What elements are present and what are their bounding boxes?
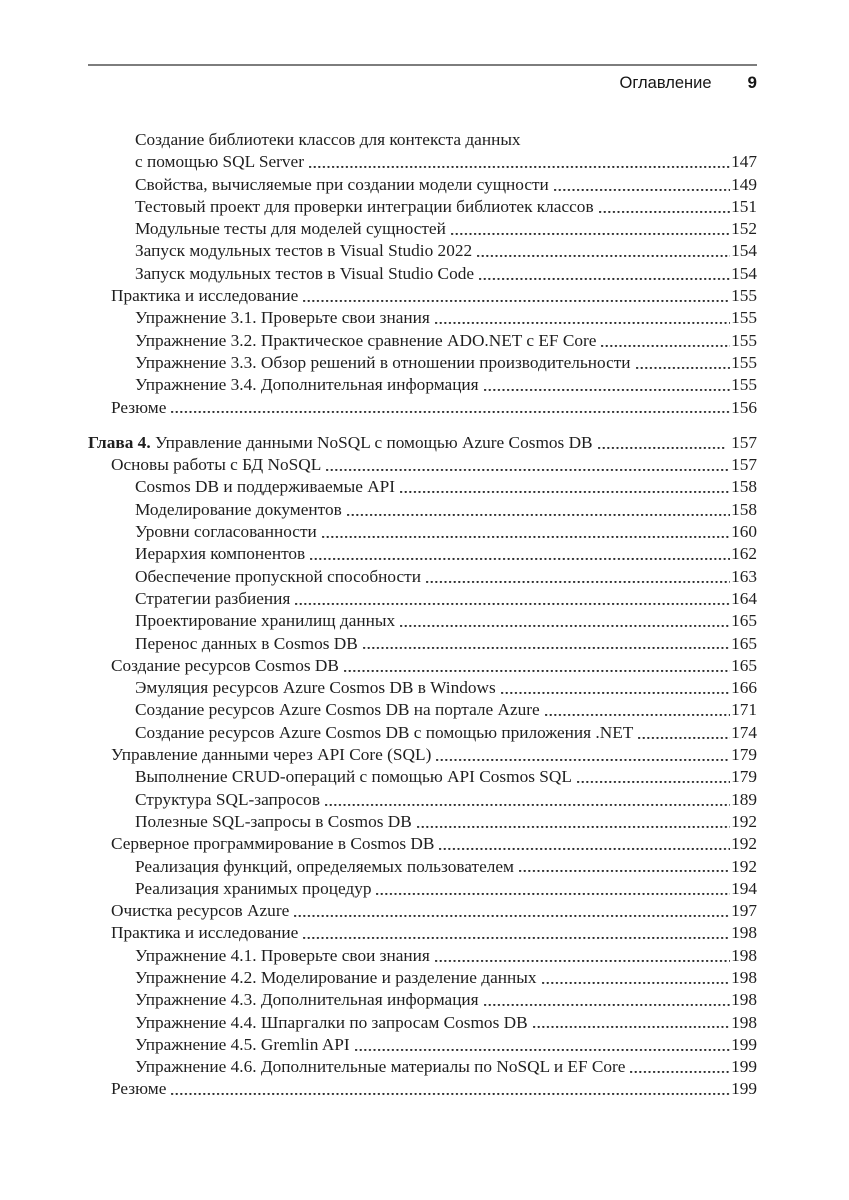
entry-page-number: 151 <box>731 196 757 216</box>
entry-title: Запуск модульных тестов в Visual Studio 2022 <box>135 241 473 261</box>
dot-leader <box>540 967 731 989</box>
entry-page-number: 192 <box>731 811 757 831</box>
entry-title: Практика и исследование <box>111 286 299 306</box>
entry-title: Глава 4. Управление данными NoSQL с помощью Azure Cosmos DB <box>88 432 593 452</box>
entry-page-number: 147 <box>731 152 757 172</box>
entry-title: Резюме <box>111 397 167 417</box>
entry-title: Перенос данных в Cosmos DB <box>135 633 358 653</box>
entry-page-number: 165 <box>731 611 757 631</box>
entry-page-number: 156 <box>731 397 757 417</box>
entry-title: Серверное программирование в Cosmos DB <box>111 834 435 854</box>
dot-leader <box>301 922 730 944</box>
entry-title: Создание ресурсов Cosmos DB <box>111 655 339 675</box>
entry-page-number: 157 <box>731 432 757 452</box>
entry-title: Запуск модульных тестов в Visual Studio Code <box>135 263 475 283</box>
entry-page-number: 155 <box>731 352 757 372</box>
entry-page-number: 155 <box>731 308 757 328</box>
entry-page-number: 198 <box>731 990 757 1010</box>
toc-entry <box>88 374 757 396</box>
dot-leader <box>308 543 730 565</box>
entry-page-number: 189 <box>731 789 757 809</box>
toc-entry <box>88 789 757 811</box>
entry-page-number: 154 <box>731 241 757 261</box>
entry-page-number: 155 <box>731 375 757 395</box>
toc-entry <box>88 240 757 262</box>
dot-leader <box>477 263 730 285</box>
header-page-number: 9 <box>747 73 757 92</box>
dot-leader <box>482 989 730 1011</box>
entry-page-number: 179 <box>731 745 757 765</box>
header-title: Оглавление <box>619 74 712 92</box>
toc-entry <box>88 174 757 196</box>
entry-page-number: 166 <box>731 678 757 698</box>
entry-page-number: 165 <box>731 633 757 653</box>
entry-title: Упражнение 4.1. Проверьте свои знания <box>135 945 430 965</box>
entry-title: Свойства, вычисляемые при создании модели сущности <box>135 174 549 194</box>
entry-page-number: 154 <box>731 263 757 283</box>
toc-entry <box>88 655 757 677</box>
dot-leader <box>361 633 730 655</box>
toc-entry <box>88 744 757 766</box>
entry-page-number: 192 <box>731 834 757 854</box>
toc-entry <box>88 677 757 699</box>
entry-page-number: 197 <box>731 901 757 921</box>
toc-entry <box>88 878 757 900</box>
entry-title: Создание ресурсов Azure Cosmos DB на портале Azure <box>135 700 540 720</box>
toc-entry <box>88 1078 757 1100</box>
toc-entry <box>88 285 757 307</box>
toc-entry <box>88 900 757 922</box>
entry-title: Реализация функций, определяемых пользователем <box>135 856 514 876</box>
entry-title: Упражнение 4.6. Дополнительные материалы по NoSQL и EF Core <box>135 1057 626 1077</box>
entry-page-number: 174 <box>731 722 757 742</box>
entry-title: Создание ресурсов Azure Cosmos DB с помощью приложения .NET <box>135 722 634 742</box>
entry-title: Модульные тесты для моделей сущностей <box>135 219 446 239</box>
entry-title: Упражнение 4.3. Дополнительная информация <box>135 990 479 1010</box>
entry-page-number: 179 <box>731 767 757 787</box>
entry-title: Cosmos DB и поддерживаемые API <box>135 477 396 497</box>
toc-entry <box>88 330 757 352</box>
entry-title: Резюме <box>111 1079 167 1099</box>
toc-entry <box>88 566 757 588</box>
toc-entry <box>88 196 757 218</box>
toc-entry <box>88 454 757 476</box>
dot-leader <box>320 521 730 543</box>
dot-leader <box>449 218 730 240</box>
entry-page-number: 199 <box>731 1079 757 1099</box>
dot-leader <box>169 1078 730 1100</box>
entry-title: Упражнение 3.2. Практическое сравнение ADO.NET с EF Core <box>135 330 597 350</box>
dot-leader <box>434 744 730 766</box>
toc-entry <box>88 499 757 521</box>
toc-entry <box>88 833 757 855</box>
toc-entry <box>88 588 757 610</box>
dot-leader <box>345 499 730 521</box>
header-rule <box>88 64 757 66</box>
dot-leader <box>517 856 730 878</box>
entry-page-number: 198 <box>731 923 757 943</box>
toc-entry <box>88 1012 757 1034</box>
entry-title: Эмуляция ресурсов Azure Cosmos DB в Windows <box>135 678 496 698</box>
toc-entry <box>88 521 757 543</box>
entry-title: Упражнение 3.4. Дополнительная информация <box>135 375 479 395</box>
entry-page-number: 162 <box>731 544 757 564</box>
entry-title: Выполнение CRUD-операций с помощью API Cosmos SQL <box>135 767 572 787</box>
toc-entry <box>88 476 757 498</box>
toc-entry <box>88 766 757 788</box>
dot-leader <box>599 330 730 352</box>
entry-page-number: 192 <box>731 856 757 876</box>
dot-leader <box>636 722 730 744</box>
entry-title: с помощью SQL Server <box>135 152 304 172</box>
entry-title: Основы работы с БД NoSQL <box>111 455 322 475</box>
dot-leader <box>415 811 730 833</box>
entry-title: Полезные SQL-запросы в Cosmos DB <box>135 811 412 831</box>
toc-entry <box>88 633 757 655</box>
entry-title: Реализация хранимых процедур <box>135 878 372 898</box>
toc-entry <box>88 1034 757 1056</box>
toc-entry <box>88 307 757 329</box>
toc-entry <box>88 856 757 878</box>
entry-title: Практика и исследование <box>111 923 299 943</box>
entry-title: Упражнение 3.3. Обзор решений в отношении производительности <box>135 352 631 372</box>
dot-leader <box>342 655 730 677</box>
dot-leader <box>398 610 730 632</box>
toc-entry <box>88 151 757 173</box>
chapter-prefix: Глава 4. <box>88 432 151 452</box>
dot-leader <box>437 833 730 855</box>
dot-leader <box>293 588 730 610</box>
entry-title: Тестовый проект для проверки интеграции библиотек классов <box>135 196 594 216</box>
entry-title: Стратегии разбиения <box>135 588 291 608</box>
toc-entry <box>88 218 757 240</box>
toc-section <box>88 129 757 419</box>
toc-list <box>88 129 757 1101</box>
dot-leader <box>324 454 730 476</box>
dot-leader <box>169 397 730 419</box>
dot-leader <box>543 699 730 721</box>
toc-entry <box>88 967 757 989</box>
dot-leader <box>596 432 727 454</box>
entry-page-number: 171 <box>731 700 757 720</box>
entry-page-number: 198 <box>731 967 757 987</box>
entry-title: Уровни согласованности <box>135 522 317 542</box>
dot-leader <box>374 878 730 900</box>
dot-leader <box>634 352 731 374</box>
toc-entry <box>88 722 757 744</box>
toc-entry <box>88 263 757 285</box>
toc-entry <box>88 1056 757 1078</box>
toc-entry <box>88 811 757 833</box>
dot-leader <box>398 476 730 498</box>
toc-section <box>88 432 757 1101</box>
entry-title: Упражнение 3.1. Проверьте свои знания <box>135 308 430 328</box>
dot-leader <box>531 1012 730 1034</box>
entry-page-number: 198 <box>731 1012 757 1032</box>
toc-entry <box>88 989 757 1011</box>
entry-title: Упражнение 4.5. Gremlin API <box>135 1034 350 1054</box>
toc-entry <box>88 699 757 721</box>
entry-title: Структура SQL-запросов <box>135 789 320 809</box>
dot-leader <box>301 285 730 307</box>
toc-entry <box>88 543 757 565</box>
entry-page-number: 164 <box>731 588 757 608</box>
entry-title: Упражнение 4.2. Моделирование и разделение данных <box>135 967 537 987</box>
dot-leader <box>475 240 730 262</box>
toc-entry <box>88 610 757 632</box>
entry-title: Упражнение 4.4. Шпаргалки по запросам Cosmos DB <box>135 1012 528 1032</box>
dot-leader <box>499 677 730 699</box>
dot-leader <box>307 151 730 173</box>
entry-page-number: 160 <box>731 522 757 542</box>
toc-entry-wrap-line <box>88 129 757 151</box>
dot-leader <box>628 1056 730 1078</box>
dot-leader <box>482 374 730 396</box>
entry-title: Моделирование документов <box>135 499 342 519</box>
dot-leader <box>575 766 730 788</box>
dot-leader <box>323 789 730 811</box>
dot-leader <box>353 1034 730 1056</box>
page-header <box>88 73 757 95</box>
entry-page-number: 163 <box>731 566 757 586</box>
toc-entry <box>88 352 757 374</box>
entry-title: Обеспечение пропускной способности <box>135 566 421 586</box>
entry-page-number: 155 <box>731 286 757 306</box>
entry-title: Проектирование хранилищ данных <box>135 611 396 631</box>
dot-leader <box>597 196 730 218</box>
entry-page-number: 199 <box>731 1057 757 1077</box>
entry-page-number: 152 <box>731 219 757 239</box>
entry-page-number: 155 <box>731 330 757 350</box>
dot-leader <box>292 900 730 922</box>
entry-title: Очистка ресурсов Azure <box>111 901 290 921</box>
toc-entry <box>88 922 757 944</box>
toc-entry <box>88 945 757 967</box>
entry-page-number: 157 <box>731 455 757 475</box>
entry-page-number: 158 <box>731 499 757 519</box>
dot-leader <box>424 566 730 588</box>
entry-title: Управление данными через API Core (SQL) <box>111 745 432 765</box>
entry-title: Создание библиотеки классов для контекста данных <box>135 130 521 149</box>
dot-leader <box>552 174 730 196</box>
entry-page-number: 198 <box>731 945 757 965</box>
dot-leader <box>433 945 730 967</box>
entry-page-number: 199 <box>731 1034 757 1054</box>
entry-page-number: 194 <box>731 878 757 898</box>
toc-entry <box>88 432 757 454</box>
toc-entry <box>88 397 757 419</box>
page-content <box>88 64 757 1101</box>
entry-title: Иерархия компонентов <box>135 544 306 564</box>
entry-page-number: 165 <box>731 655 757 675</box>
entry-page-number: 149 <box>731 174 757 194</box>
dot-leader <box>433 307 730 329</box>
entry-page-number: 158 <box>731 477 757 497</box>
